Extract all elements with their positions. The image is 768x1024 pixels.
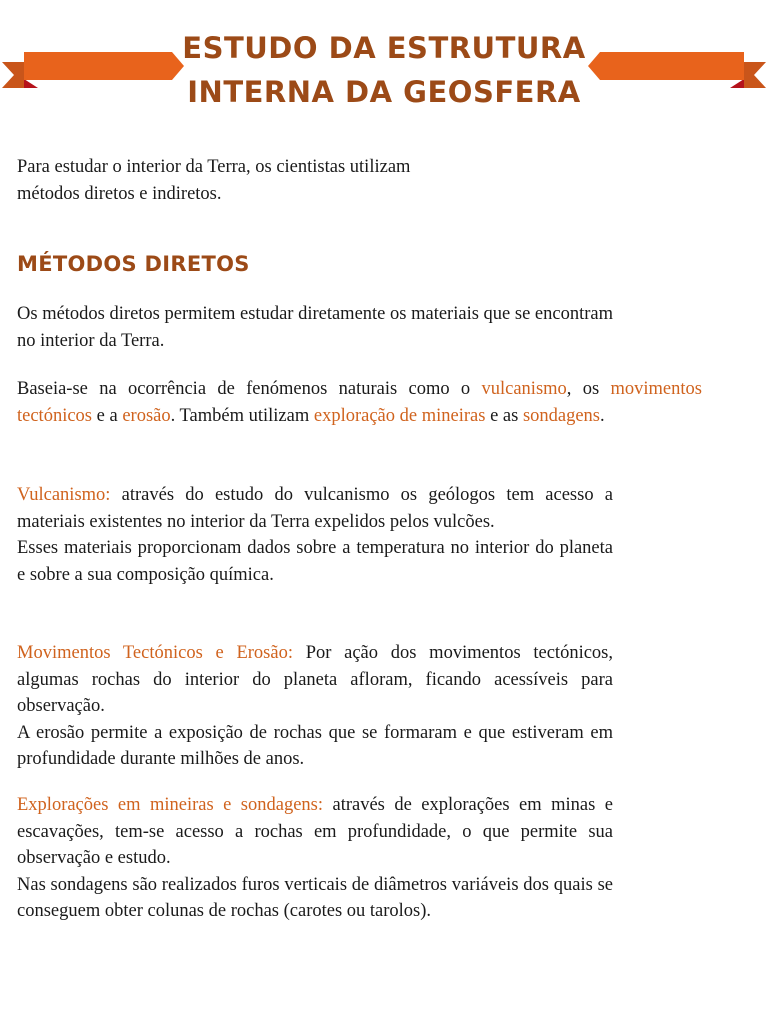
paragraph-movimentos bbox=[17, 640, 613, 773]
label-exploracoes: Explorações em mineiras e sondagens: bbox=[17, 795, 324, 815]
paragraph-vulcanismo bbox=[17, 482, 613, 588]
paragraph-phenomena bbox=[17, 376, 702, 429]
label-movimentos: Movimentos Tectónicos e Erosão: bbox=[17, 643, 293, 663]
text: e a bbox=[92, 405, 123, 426]
label-vulcanismo: Vulcanismo: bbox=[17, 485, 111, 505]
highlight-movimentos: movimentos tectónicos bbox=[17, 379, 702, 426]
exploracoes-part-2: Nas sondagens são realizados furos verticais de diâmetros variáveis dos quais se conseguem obter colunas de rochas (carotes ou tarolos). bbox=[17, 874, 613, 921]
vulcanismo-text: através do estudo do vulcanismo os geólogos tem acesso a materiais existentes no interior da Terra expelidos pelos vulcões. bbox=[17, 485, 613, 532]
text: . Também utilizam bbox=[170, 405, 314, 426]
page-title bbox=[0, 26, 768, 114]
vulcanismo-part-1 bbox=[17, 482, 613, 535]
intro-line-1: Para estudar o interior da Terra, os cientistas utilizam bbox=[17, 157, 411, 177]
movimentos-part-1 bbox=[17, 640, 613, 720]
movimentos-part-2: A erosão permite a exposição de rochas que se formaram e que estiveram em profundidade durante milhões de anos. bbox=[17, 722, 613, 769]
highlight-vulcanismo: vulcanismo bbox=[481, 379, 567, 399]
movimentos-text: Por ação dos movimentos tectónicos, algumas rochas do interior do planeta afloram, ficando acessíveis para observação. bbox=[17, 643, 613, 716]
title-line-2: INTERNA DA GEOSFERA bbox=[187, 75, 581, 109]
highlight-sondagens: sondagens bbox=[522, 405, 601, 426]
text: Baseia-se na ocorrência de fenómenos naturais como o bbox=[17, 379, 482, 399]
text: . bbox=[600, 405, 605, 426]
title-line-1: ESTUDO DA ESTRUTURA bbox=[182, 31, 586, 65]
exploracoes-part-1 bbox=[17, 792, 613, 872]
highlight-exploracao: exploração de mineiras bbox=[313, 405, 486, 426]
text: e as bbox=[485, 405, 523, 426]
exploracoes-text: através de explorações em minas e escavações, tem-se acesso a rochas em profundidade, o que permite sua observação e estudo. bbox=[17, 795, 613, 868]
section-heading: MÉTODOS DIRETOS bbox=[17, 252, 250, 276]
paragraph-exploracoes bbox=[17, 792, 613, 925]
vulcanismo-part-2: Esses materiais proporcionam dados sobre a temperatura no interior do planeta e sobre a sua composição química. bbox=[17, 538, 613, 585]
highlight-erosao: erosão bbox=[122, 405, 171, 426]
intro-paragraph bbox=[17, 154, 410, 207]
intro-line-2: métodos diretos e indiretos. bbox=[17, 183, 222, 204]
paragraph-direct-methods: Os métodos diretos permitem estudar diretamente os materiais que se encontram no interior da Terra. bbox=[17, 304, 613, 351]
text: , os bbox=[566, 379, 611, 399]
